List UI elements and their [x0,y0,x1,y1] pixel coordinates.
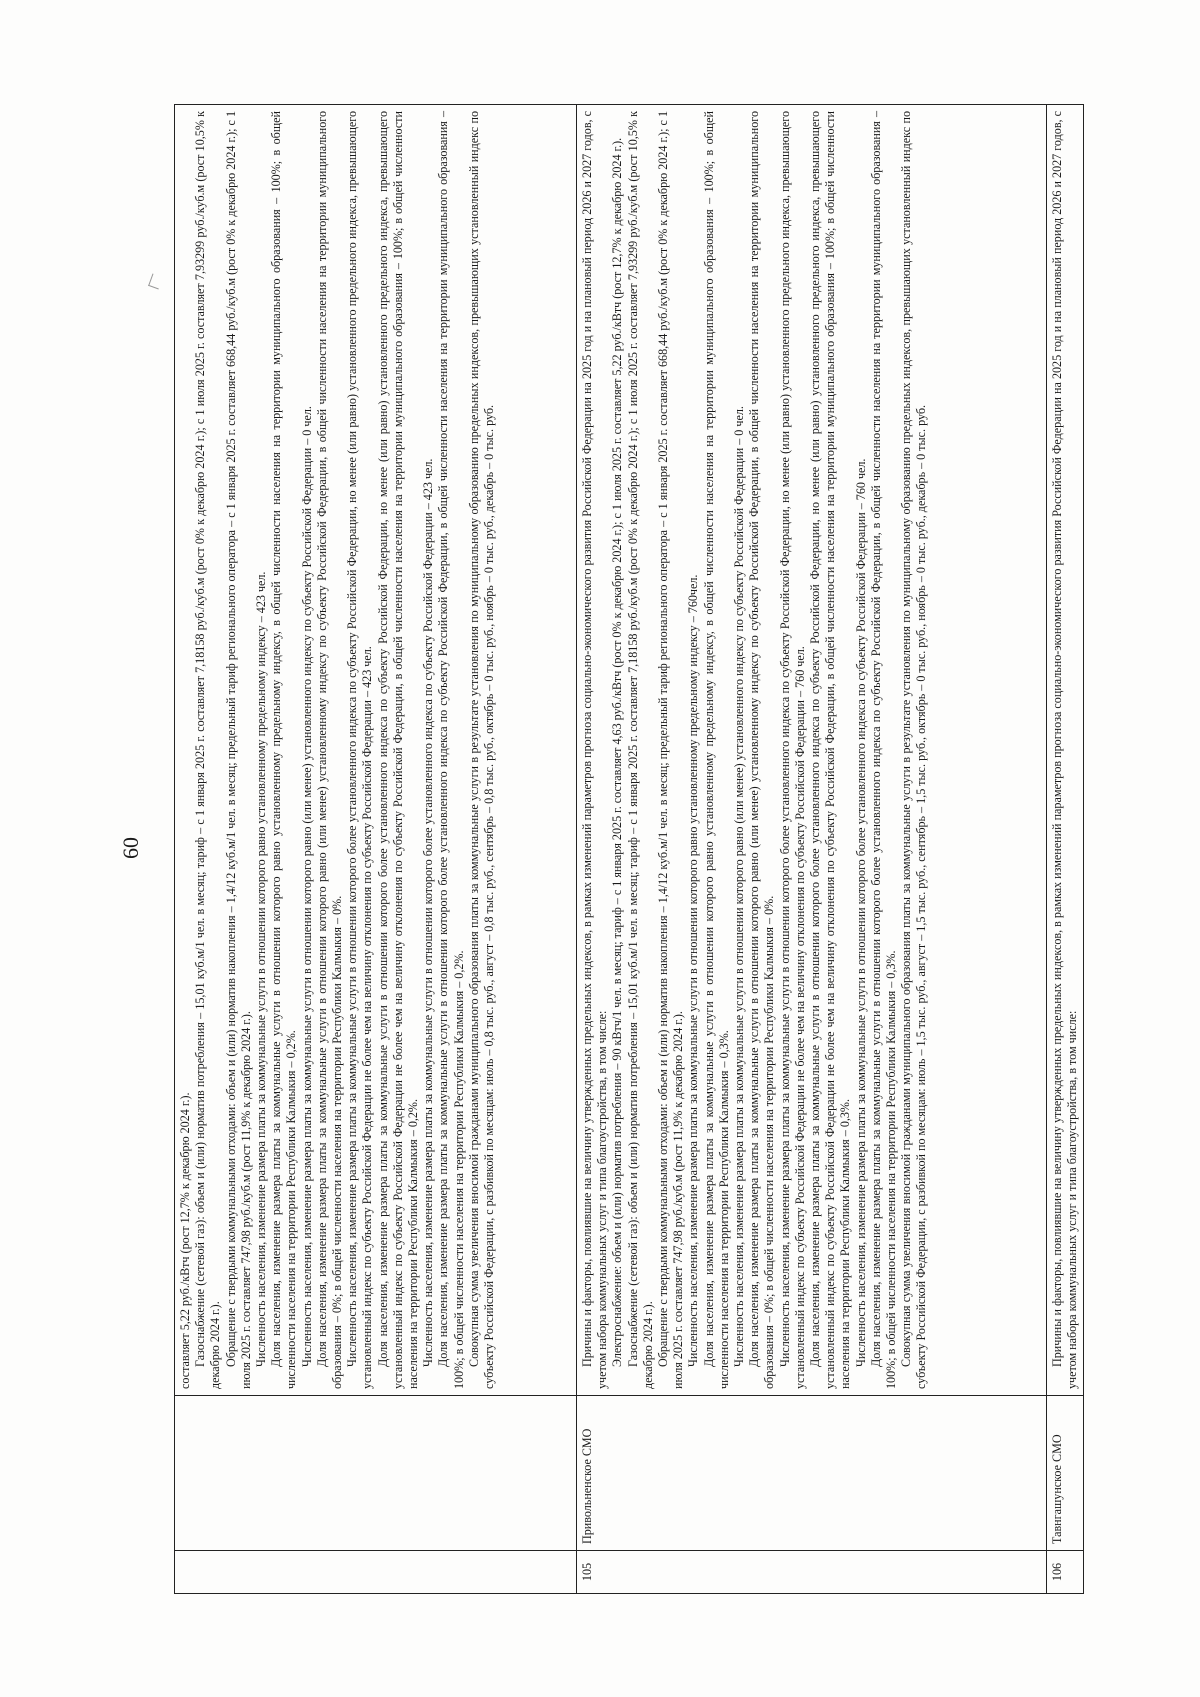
description-cell [175,105,577,1396]
paragraph: Численность населения, изменение размера платы за коммунальные услуги в отношении которого равно (или менее) установленного индексу по субъекту Российской Федерации – 0 чел. [732,406,747,1367]
page-number: 60 [118,837,143,859]
table-row [1047,105,1084,1594]
paragraph: Численность населения, изменение размера платы за коммунальные услуги в отношении которого более установленного индекса по субъекту Российской Федерации – 423 чел. [421,458,436,1367]
paragraph: Доля населения, изменение размера платы за коммунальные услуги в отношении которого более установленного индекса по субъекту Российской Федерации, но менее (или равно) установленного предельного индекса, превышающего установленный индекс по субъекту Российской Федерации не более чем на величину отклонения по субъекту Российской Федерации, в общей численности населения на территории муниципального образования – 100%; в общей численности населения на территории Республики Калмыкия – 0,3%. [808,111,853,1389]
paragraph: Электроснабжение: объем и (или) норматив потребления – 90 кВтч/1 чел. в месяц; тариф – с 1 января 2025 г. составляет 4,63 руб./кВтч (рост 0% к декабрю 2024 г.); с 1 июля 2025 г. составляет 5,22 руб./кВтч (рост 12,7% к декабрю 2024 г.). [610,137,625,1367]
description-cell [577,105,1047,1396]
paragraph: Доля населения, изменение размера платы за коммунальные услуги в отношении которого более установленного индекса по субъекту Российской Федерации, в общей численности населения на территории муниципального образования – 100%; в общей численности населения на территории Республики Калмыкия – 0,3%. [868,111,899,1389]
paragraph: Обращение с твердыми коммунальными отходами: объем и (или) норматив накопления – 1,4/12 куб.м/1 чел. в месяц; предельный тариф регионального оператора – с 1 января 2025 г. составляет 668,44 руб./куб.м (рост 0% к декабрю 2024 г.); с 1 июля 2025 г. составляет 747,98 руб./куб.м (рост 11,9% к декабрю 2024 г.). [656,111,686,1389]
scan-artifact [148,274,163,290]
paragraph: Численность населения, изменение размера платы за коммунальные услуги в отношении которого более установленного индекса по субъекту Российской Федерации, но менее (или равно) установленного предельного индекса, превышающего установленный индекс по субъекту Российской Федерации не более чем на величину отклонения по субъекту Российской Федерации – 423 чел. [345,111,375,1389]
paragraph: Совокупная сумма увеличения вносимой гражданами муниципального образования платы за коммунальные услуги в результате установления по муниципальному образованию предельных индексов, превышающих установленный индекс по субъекту Российской Федерации, с разбивкой по месяцам: июль – 1,5 тыс. руб., август – 1,5 тыс. руб., сентябрь – 1,5 тыс. руб., октябрь – 0 тыс. руб., ноябрь – 0 тыс. руб., декабрь – 0 тыс. руб. [899,111,929,1389]
paragraph: Газоснабжение (сетевой газ): объем и (или) норматив потребления – 15,01 куб.м/1 чел. в месяц; тариф – с 1 января 2025 г. составляет 7,18158 руб./куб.м (рост 0% к декабрю 2024 г.); с 1 июля 2025 г. составляет 7,93299 руб./куб.м (рост 10,5% к декабрю 2024 г.). [625,111,655,1389]
paragraph: Численность населения, изменение размера платы за коммунальные услуги в отношении которого более установленного индекса по субъекту Российской Федерации – 760 чел. [853,458,868,1367]
rotated-document [100,88,1100,1608]
table-row [175,105,577,1594]
municipality-cell [175,1396,577,1551]
paragraph: Совокупная сумма увеличения вносимой гражданами муниципального образования платы за коммунальные услуги в результате установления по муниципальному образованию предельных индексов, превышающих установленный индекс по субъекту Российской Федерации, с разбивкой по месяцам: июль – 0,8 тыс. руб., август – 0,8 тыс. руб., сентябрь – 0,8 тыс. руб., октябрь – 0 тыс. руб., ноябрь – 0 тыс. руб., декабрь – 0 тыс. руб. [466,111,497,1389]
paragraph: Численность населения, изменение размера платы за коммунальные услуги в отношении которого равно установленному предельному индексу – 760чел. [686,574,701,1367]
municipality-cell: Привольненское СМО [577,1396,1047,1551]
paragraph: Доля населения, изменение размера платы за коммунальные услуги в отношении которого равно (или менее) установленному индексу по субъекту Российской Федерации, в общей численности населения на территории муниципального образования – 0%; в общей численности населения на территории Республики Калмыкия – 0%. [747,111,777,1389]
paragraph: Численность населения, изменение размера платы за коммунальные услуги в отношении которого более установленного индекса по субъекту Российской Федерации, но менее (или равно) установленного предельного индекса, превышающего установленный индекс по субъекту Российской Федерации не более чем на величину отклонения по субъекту Российской Федерации – 760 чел. [777,111,807,1389]
description-cell [1047,105,1084,1396]
paragraph: Доля населения, изменение размера платы за коммунальные услуги в отношении которого более установленного индекса по субъекту Российской Федерации, в общей численности населения на территории муниципального образования – 100%; в общей численности населения на территории Республики Калмыкия – 0,2%. [436,111,466,1389]
paragraph: составляет 5,22 руб./кВтч (рост 12,7% к декабрю 2024 г.). [178,1092,192,1389]
paragraph: Численность населения, изменение размера платы за коммунальные услуги в отношении которого равно (или менее) установленного индексу по субъекту Российской Федерации – 0 чел. [299,406,314,1367]
data-table [174,104,1084,1594]
row-number-cell: 106 [1047,1551,1084,1594]
paragraph: Газоснабжение (сетевой газ): объем и (или) норматив потребления – 15,01 куб.м/1 чел. в месяц; тариф – с 1 января 2025 г. составляет 7,18158 руб./куб.м (рост 0% к декабрю 2024 г.); с 1 июля 2025 г. составляет 7,93299 руб./куб.м (рост 10,5% к декабрю 2024 г.). [193,111,223,1389]
table-row [577,105,1047,1594]
paragraph: Обращение с твердыми коммунальными отходами: объем и (или) норматив накопления – 1,4/12 куб.м/1 чел. в месяц; предельный тариф регионального оператора – с 1 января 2025 г. составляет 668,44 руб./куб.м (рост 0% к декабрю 2024 г.); с 1 июля 2025 г. составляет 747,98 руб./куб.м (рост 11,9% к декабрю 2024 г.). [223,111,253,1389]
paragraph: Доля населения, изменение размера платы за коммунальные услуги в отношении которого равно (или менее) установленному индексу по субъекту Российской Федерации, в общей численности населения на территории муниципального образования – 0%; в общей численности населения на территории Республики Калмыкия – 0%. [314,111,345,1389]
paragraph: Доля населения, изменение размера платы за коммунальные услуги в отношении которого равно установленному предельному индексу, в общей численности населения на территории муниципального образования – 100%; в общей численности населения на территории Республики Калмыкия – 0,2%. [269,111,299,1389]
paragraph: Численность населения, изменение размера платы за коммунальные услуги в отношении которого равно установленному предельному индексу – 423 чел. [254,571,269,1367]
paragraph: Доля населения, изменение размера платы за коммунальные услуги в отношении которого равно установленному предельному индексу, в общей численности населения на территории муниципального образования – 100%; в общей численности населения на территории Республики Калмыкия – 0,3%. [701,111,731,1389]
row-number-cell [175,1551,577,1594]
paragraph: Причины и факторы, повлиявшие на величину утвержденных предельных индексов, в рамках изменений параметров прогноза социально-экономического развития Российской Федерации на 2025 год и на плановый период 2026 и 2027 годов, с учетом набора коммунальных услуг и типа благоустройства, в том числе: [580,111,610,1389]
paragraph: Доля населения, изменение размера платы за коммунальные услуги в отношении которого более установленного индекса по субъекту Российской Федерации, но менее (или равно) установленного предельного индекса, превышающего установленный индекс по субъекту Российской Федерации не более чем на величину отклонения по субъекту Российской Федерации, в общей численности населения на территории муниципального образования – 100%; в общей численности населения на территории Республики Калмыкия – 0,2%. [375,111,421,1389]
municipality-cell: Тавнгашунское СМО [1047,1396,1084,1551]
paragraph: Причины и факторы, повлиявшие на величину утвержденных предельных индексов, в рамках изменений параметров прогноза социально-экономического развития Российской Федерации на 2025 год и на плановый период 2026 и 2027 годов, с учетом набора коммунальных услуг и типа благоустройства, в том числе: [1050,111,1080,1389]
row-number-cell: 105 [577,1551,1047,1594]
